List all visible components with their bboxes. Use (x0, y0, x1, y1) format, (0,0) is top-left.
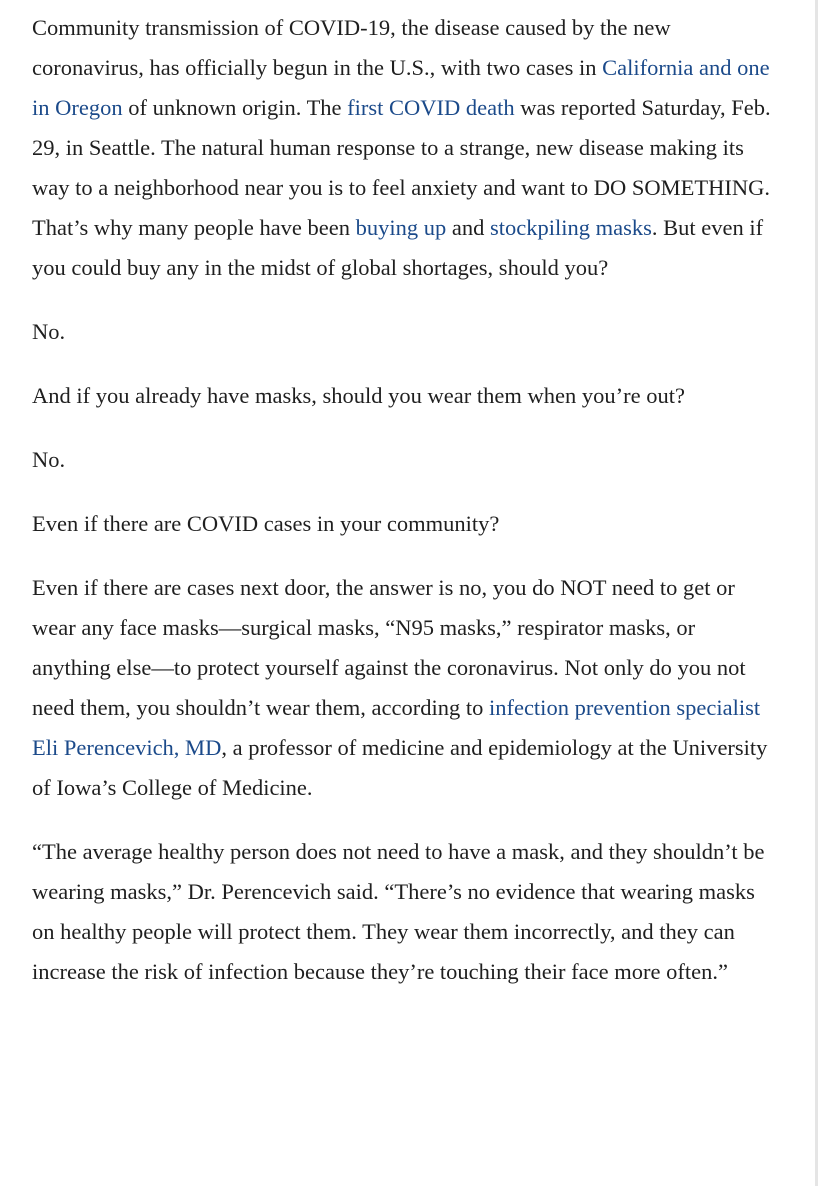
paragraph-text: of unknown origin. The (122, 95, 348, 120)
paragraph-no-1: No. (32, 319, 66, 344)
paragraph-quote: “The average healthy person does not need to have a mask, and they shouldn’t be wearing masks,” Dr. Perencevich said. “There’s no evidence that wearing masks on healthy people will protect them. They wear them incorrectly, and they can increase the risk of infection because they’re touching their face more often.” (32, 839, 765, 984)
link-stockpiling-masks[interactable]: stockpiling masks (490, 215, 652, 240)
paragraph-text: was reported Saturday, Feb. 29, in Seattle. The natural human response to a strange, new disease making its way to a neighborhood near you is to feel anxiety and want to DO SOMETHING. That’s why many people have been (32, 95, 771, 240)
paragraph-no-2: No. (32, 447, 66, 472)
paragraph-text: and (446, 215, 491, 240)
paragraph-intro (32, 8, 772, 288)
article-body (32, 8, 772, 1016)
paragraph-text: , a professor of medicine and epidemiology at the University of Iowa’s College of Medicine. (32, 735, 768, 800)
link-first-covid-death[interactable]: first COVID death (347, 95, 515, 120)
paragraph-text: . But even if you could buy any in the midst of global shortages, should you? (32, 215, 764, 280)
link-infection-prevention-specialist[interactable]: infection prevention specialist Eli Perencevich, MD (32, 695, 761, 760)
paragraph-question-community: Even if there are COVID cases in your community? (32, 511, 500, 536)
link-california-oregon[interactable]: California and one in Oregon (32, 55, 770, 120)
paragraph-text: Community transmission of COVID-19, the disease caused by the new coronavirus, has officially begun in the U.S., with two cases in (32, 15, 671, 80)
paragraph-text: Even if there are cases next door, the answer is no, you do NOT need to get or wear any face masks—surgical masks, “N95 masks,” respirator masks, or anything else—to protect yourself against the coronavirus. Not only do you not need them, you shouldn’t wear them, according to (32, 575, 746, 720)
paragraph-answer (32, 568, 772, 808)
link-buying-up[interactable]: buying up (355, 215, 447, 240)
paragraph-question-wear: And if you already have masks, should you wear them when you’re out? (32, 383, 685, 408)
